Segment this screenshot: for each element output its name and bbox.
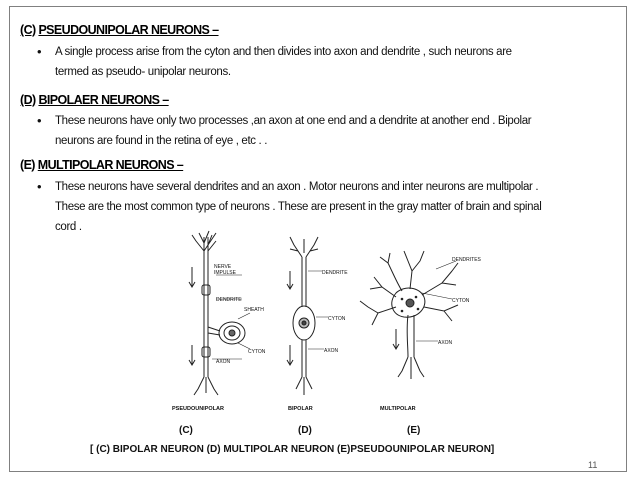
- label-nerve-impulse: NERVE: [214, 264, 232, 270]
- label-cyton: CYTON: [452, 298, 470, 304]
- neuron-types-figure: [152, 227, 492, 419]
- heading-multipolar: [20, 158, 183, 172]
- bullet-line: These neurons have several dendrites and an axon . Motor neurons and inter neurons are multipolar .: [55, 181, 539, 193]
- bullet-dot-icon: •: [37, 113, 42, 128]
- caption-c: (C): [179, 425, 193, 436]
- label-axon: AXON: [324, 348, 339, 354]
- label-axon: AXON: [216, 359, 231, 365]
- label-nerve-impulse: IMPULSE: [214, 270, 236, 276]
- label-cyton: CYTON: [248, 349, 266, 355]
- bullet-line: cord .: [55, 221, 82, 233]
- heading-text-c: PSEUDOUNIPOLAR NEURONS –: [38, 23, 219, 37]
- label-dendrites: DENDRITES: [452, 257, 481, 263]
- slide: [9, 6, 627, 472]
- caption-e: (E): [407, 425, 421, 436]
- label-multipolar: MULTIPOLAR: [380, 406, 416, 412]
- page-number: 11: [588, 460, 598, 470]
- label-bipolar: BIPOLAR: [288, 406, 313, 412]
- bullet-line: These are the most common type of neurons . These are present in the gray matter of brain and spinal: [55, 201, 542, 213]
- caption-d: (D): [298, 425, 312, 436]
- heading-text-d: BIPOLAER NEURONS –: [38, 93, 169, 107]
- label-sheath: SHEATH: [244, 307, 264, 313]
- bullet-line: termed as pseudo- unipolar neurons.: [55, 66, 231, 78]
- bullet-line: These neurons have only two processes ,an axon at one end and a dendrite at another end . Bipolar: [55, 115, 532, 127]
- bullet-dot-icon: •: [37, 44, 42, 59]
- label-axon: AXON: [438, 340, 453, 346]
- caption-bottom: [ (C) BIPOLAR NEURON (D) MULTIPOLAR NEURON (E)PSEUDOUNIPOLAR NEURON]: [90, 444, 495, 455]
- label-dendrite: DENDRITE: [322, 270, 348, 276]
- heading-letter-d: (D): [20, 93, 36, 107]
- heading-bipolar: [20, 93, 169, 107]
- bullet-dot-icon: •: [37, 179, 42, 194]
- heading-text-e: MULTIPOLAR NEURONS –: [37, 158, 184, 172]
- bullet-line: neurons are found in the retina of eye , etc . .: [55, 135, 268, 147]
- label-pseudounipolar: PSEUDOUNIPOLAR: [172, 406, 224, 412]
- bullet-line: A single process arise from the cyton and then divides into axon and dendrite , such neurons are: [55, 46, 512, 58]
- label-cyton: CYTON: [328, 316, 346, 322]
- heading-pseudounipolar: [20, 23, 219, 37]
- label-dendrite: DENDRITE: [216, 297, 242, 303]
- heading-letter-c: (C): [20, 23, 36, 37]
- heading-letter-e: (E): [20, 158, 35, 172]
